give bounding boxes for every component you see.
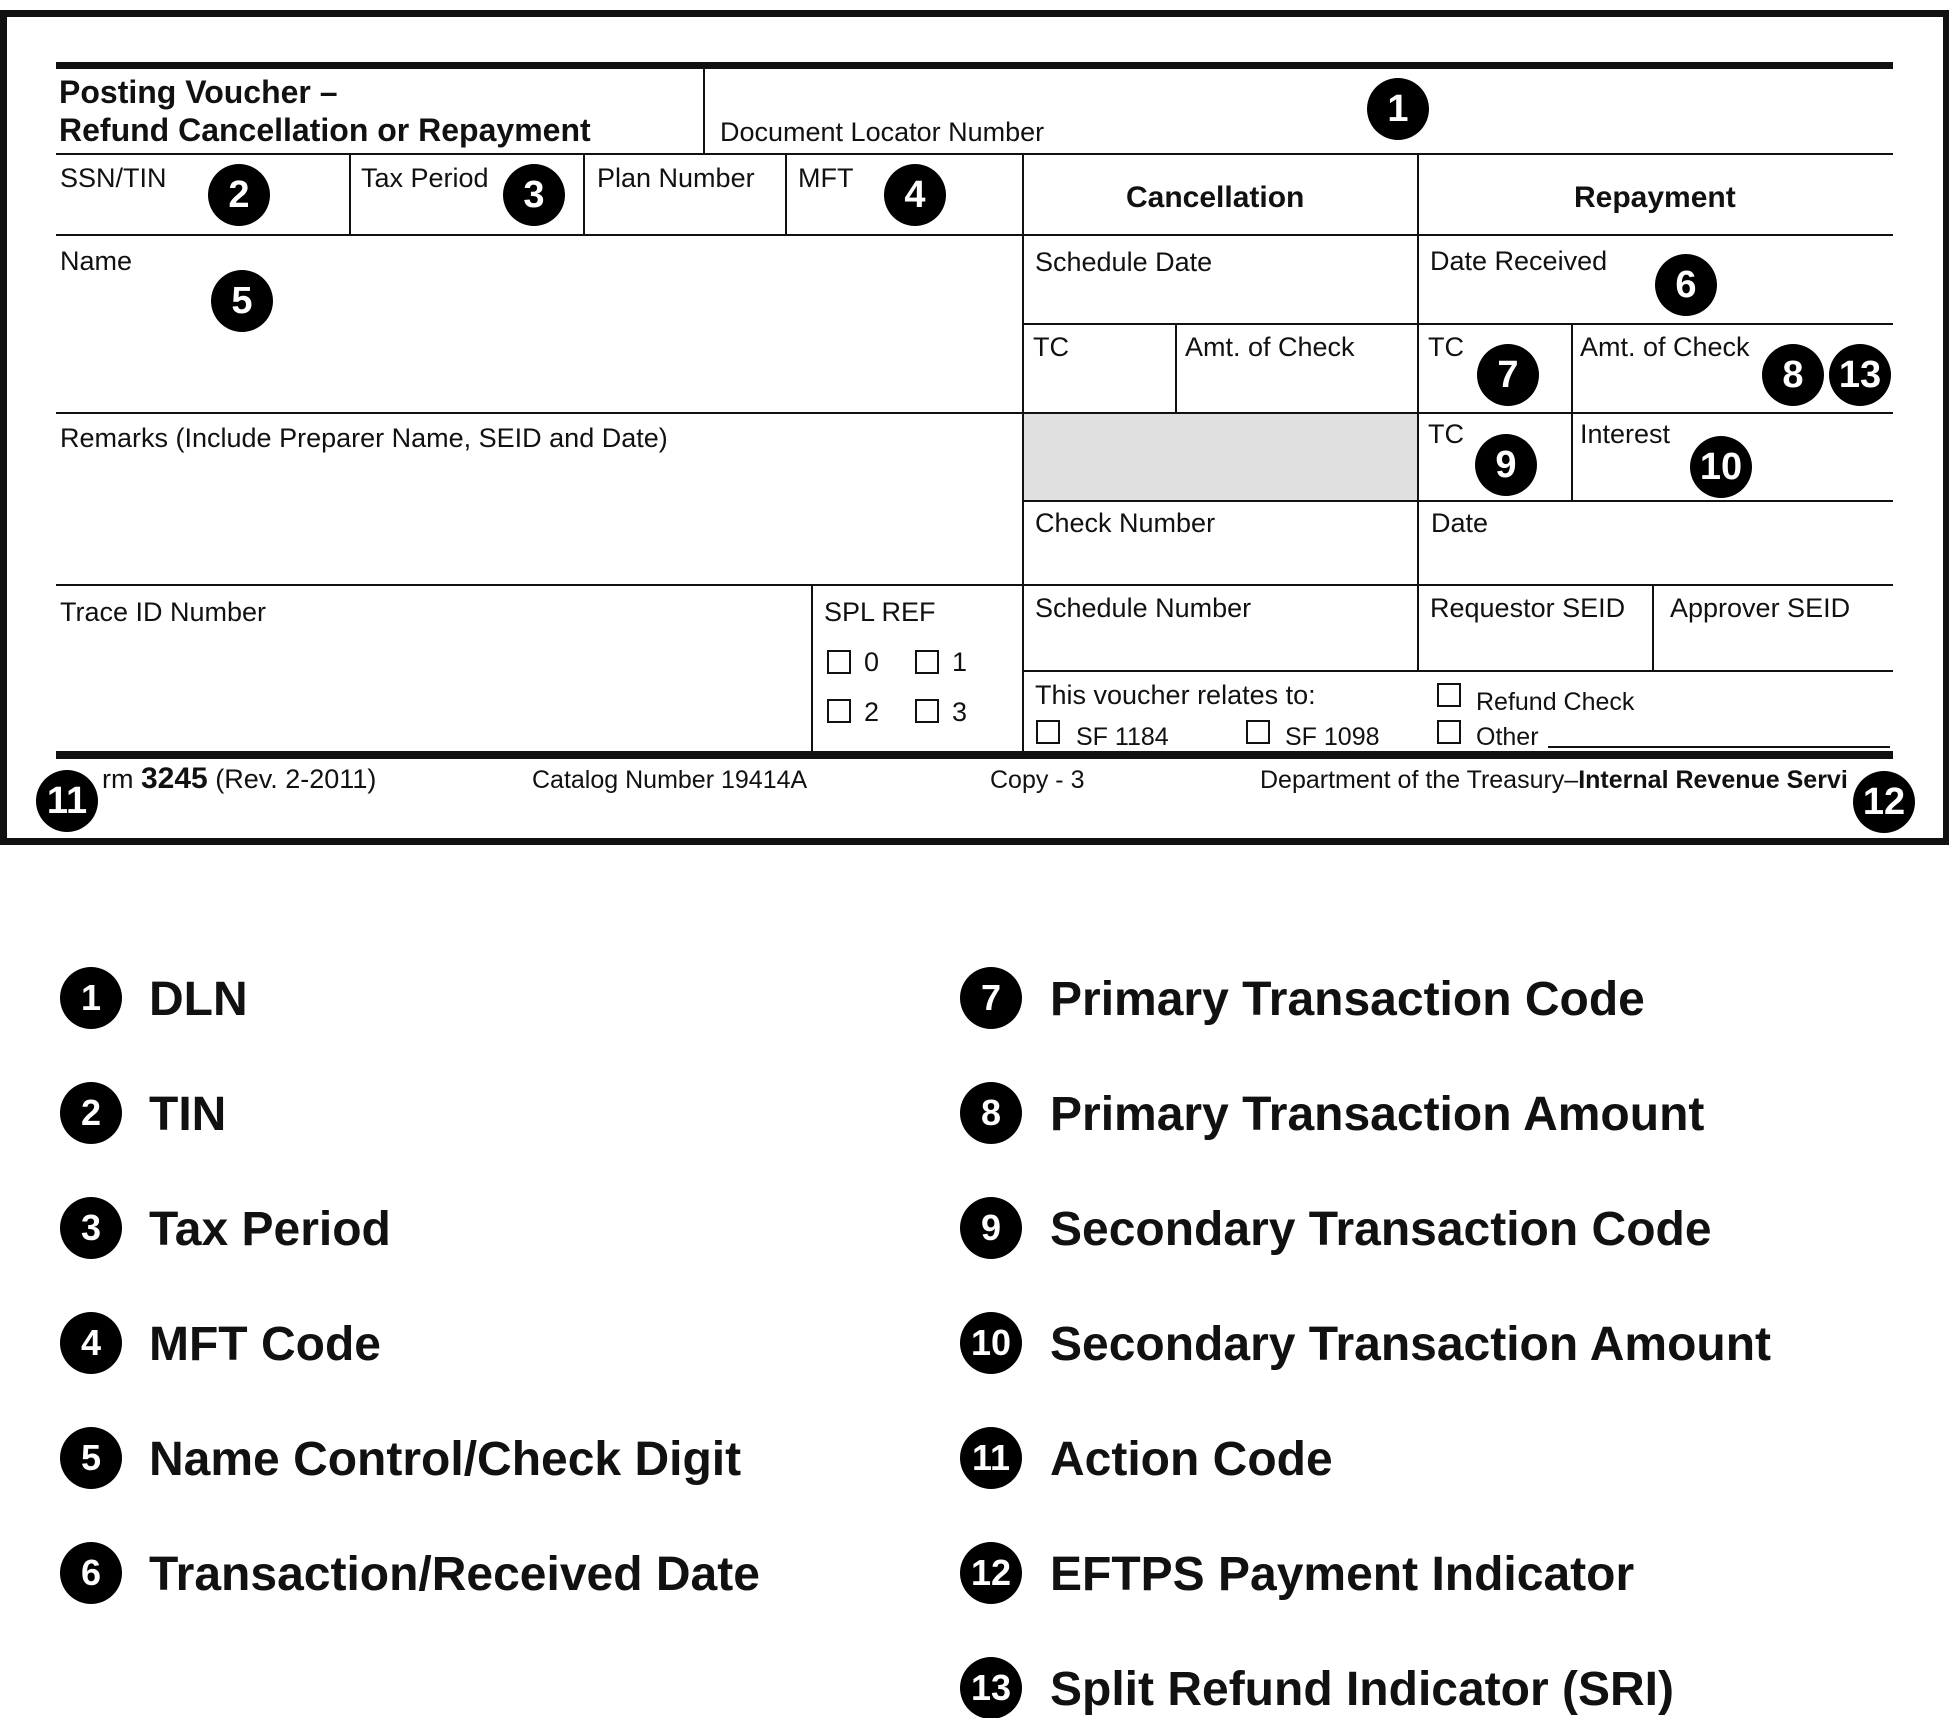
copy-number: Copy - 3 bbox=[990, 766, 1085, 794]
spl-ref-option: 3 bbox=[952, 697, 968, 727]
refund-check-checkbox[interactable] bbox=[1437, 683, 1461, 707]
marker-2: 2 bbox=[208, 164, 270, 226]
legend-text: Secondary Transaction Amount bbox=[1050, 1318, 1772, 1371]
form-number bbox=[102, 762, 376, 796]
marker-6: 6 bbox=[1655, 254, 1717, 316]
marker-11: 11 bbox=[36, 770, 98, 832]
form-prefix: rm bbox=[102, 764, 134, 794]
legend-marker: 3 bbox=[60, 1197, 122, 1259]
legend-marker: 2 bbox=[60, 1082, 122, 1144]
revision: (Rev. 2-2011) bbox=[215, 764, 377, 794]
amt-check-label: Amt. of Check bbox=[1185, 332, 1355, 362]
sf1098-label: SF 1098 bbox=[1285, 723, 1380, 751]
row-divider bbox=[56, 234, 1893, 236]
col-divider bbox=[1175, 324, 1177, 413]
top-rule bbox=[56, 62, 1893, 69]
remarks-label: Remarks (Include Preparer Name, SEID and Date) bbox=[60, 423, 668, 453]
legend-text: EFTPS Payment Indicator bbox=[1050, 1548, 1635, 1601]
spl-ref-option: 1 bbox=[952, 647, 968, 677]
legend-marker: 12 bbox=[960, 1542, 1022, 1604]
ssn-label: SSN/TIN bbox=[60, 163, 167, 193]
mft-label: MFT bbox=[798, 163, 854, 193]
spl-ref-label: SPL REF bbox=[824, 597, 936, 627]
form-number-value: 3245 bbox=[141, 762, 208, 795]
spl-ref-0-checkbox[interactable] bbox=[827, 650, 851, 674]
legend-text: Secondary Transaction Code bbox=[1050, 1203, 1712, 1256]
department bbox=[1260, 766, 1848, 795]
cancellation-header: Cancellation bbox=[1126, 181, 1305, 214]
col-divider bbox=[1652, 585, 1654, 671]
legend-text: TIN bbox=[149, 1088, 227, 1141]
date-received-label: Date Received bbox=[1430, 246, 1608, 276]
approver-seid-label: Approver SEID bbox=[1670, 593, 1851, 623]
legend-marker: 8 bbox=[960, 1082, 1022, 1144]
marker-8: 8 bbox=[1762, 344, 1824, 406]
legend-text: Split Refund Indicator (SRI) bbox=[1050, 1663, 1674, 1716]
marker-7: 7 bbox=[1477, 344, 1539, 406]
refund-check-label: Refund Check bbox=[1476, 688, 1635, 716]
spl-ref-3-checkbox[interactable] bbox=[915, 699, 939, 723]
spl-ref-option: 0 bbox=[864, 647, 880, 677]
tc-label: TC bbox=[1428, 332, 1464, 362]
irs-text: Internal Revenue Servi bbox=[1578, 766, 1848, 794]
schedule-date-label: Schedule Date bbox=[1035, 247, 1213, 277]
legend-marker: 13 bbox=[960, 1657, 1022, 1718]
form-border-right bbox=[1943, 10, 1949, 845]
legend-marker: 9 bbox=[960, 1197, 1022, 1259]
form-title-line1: Posting Voucher – bbox=[59, 74, 338, 110]
dln-label: Document Locator Number bbox=[720, 117, 1045, 147]
col-divider bbox=[811, 585, 813, 755]
marker-1: 1 bbox=[1367, 78, 1429, 140]
marker-10: 10 bbox=[1690, 436, 1752, 498]
marker-4: 4 bbox=[884, 164, 946, 226]
name-label: Name bbox=[60, 246, 133, 276]
legend-marker: 5 bbox=[60, 1427, 122, 1489]
sf1184-checkbox[interactable] bbox=[1036, 720, 1060, 744]
col-divider bbox=[349, 154, 351, 235]
relates-to-label: This voucher relates to: bbox=[1035, 680, 1316, 710]
tax-period-label: Tax Period bbox=[361, 163, 489, 193]
repayment-header: Repayment bbox=[1574, 181, 1736, 214]
sf1184-label: SF 1184 bbox=[1076, 723, 1169, 751]
legend-text: DLN bbox=[149, 973, 248, 1026]
marker-5: 5 bbox=[211, 270, 273, 332]
legend-marker: 11 bbox=[960, 1427, 1022, 1489]
row-divider bbox=[1023, 670, 1893, 672]
row-divider bbox=[56, 584, 1893, 586]
spl-ref-2-checkbox[interactable] bbox=[827, 699, 851, 723]
other-checkbox[interactable] bbox=[1437, 720, 1461, 744]
bottom-rule bbox=[56, 751, 1893, 759]
row-divider bbox=[56, 412, 1893, 414]
legend-text: Action Code bbox=[1050, 1433, 1333, 1486]
col-divider bbox=[583, 154, 585, 235]
legend-marker: 10 bbox=[960, 1312, 1022, 1374]
plan-number-label: Plan Number bbox=[597, 163, 755, 193]
legend-marker: 1 bbox=[60, 967, 122, 1029]
legend-marker: 6 bbox=[60, 1542, 122, 1604]
marker-13: 13 bbox=[1829, 344, 1891, 406]
row-divider bbox=[1023, 323, 1893, 325]
shaded-cell bbox=[1024, 414, 1417, 500]
row-divider bbox=[1023, 500, 1893, 502]
marker-9: 9 bbox=[1475, 434, 1537, 496]
spl-ref-option: 2 bbox=[864, 697, 880, 727]
schedule-number-label: Schedule Number bbox=[1035, 593, 1252, 623]
marker-3: 3 bbox=[503, 164, 565, 226]
legend-text: Transaction/Received Date bbox=[149, 1548, 760, 1601]
tc-label: TC bbox=[1033, 332, 1069, 362]
interest-label: Interest bbox=[1580, 419, 1671, 449]
check-number-label: Check Number bbox=[1035, 508, 1216, 538]
requestor-seid-label: Requestor SEID bbox=[1430, 593, 1626, 623]
sf1098-checkbox[interactable] bbox=[1246, 720, 1270, 744]
legend-text: MFT Code bbox=[149, 1318, 381, 1371]
legend-text: Primary Transaction Code bbox=[1050, 973, 1645, 1026]
legend-marker: 7 bbox=[960, 967, 1022, 1029]
legend-text: Tax Period bbox=[149, 1203, 391, 1256]
trace-id-label: Trace ID Number bbox=[60, 597, 267, 627]
col-divider bbox=[703, 69, 705, 154]
spl-ref-1-checkbox[interactable] bbox=[915, 650, 939, 674]
row-divider bbox=[56, 153, 1893, 155]
col-divider bbox=[785, 154, 787, 235]
date-label: Date bbox=[1431, 508, 1489, 538]
marker-12: 12 bbox=[1853, 771, 1915, 833]
catalog-number: Catalog Number 19414A bbox=[532, 766, 808, 794]
legend-text: Name Control/Check Digit bbox=[149, 1433, 742, 1486]
legend-marker: 4 bbox=[60, 1312, 122, 1374]
legend-text: Primary Transaction Amount bbox=[1050, 1088, 1705, 1141]
col-divider bbox=[1571, 324, 1573, 501]
other-underline bbox=[1548, 746, 1890, 748]
amt-check-label: Amt. of Check bbox=[1580, 332, 1750, 362]
tc-label: TC bbox=[1428, 419, 1464, 449]
dept-text: Department of the Treasury– bbox=[1260, 766, 1579, 794]
form-title-line2: Refund Cancellation or Repayment bbox=[59, 112, 591, 148]
col-divider bbox=[1417, 154, 1419, 671]
other-label: Other bbox=[1476, 723, 1539, 751]
